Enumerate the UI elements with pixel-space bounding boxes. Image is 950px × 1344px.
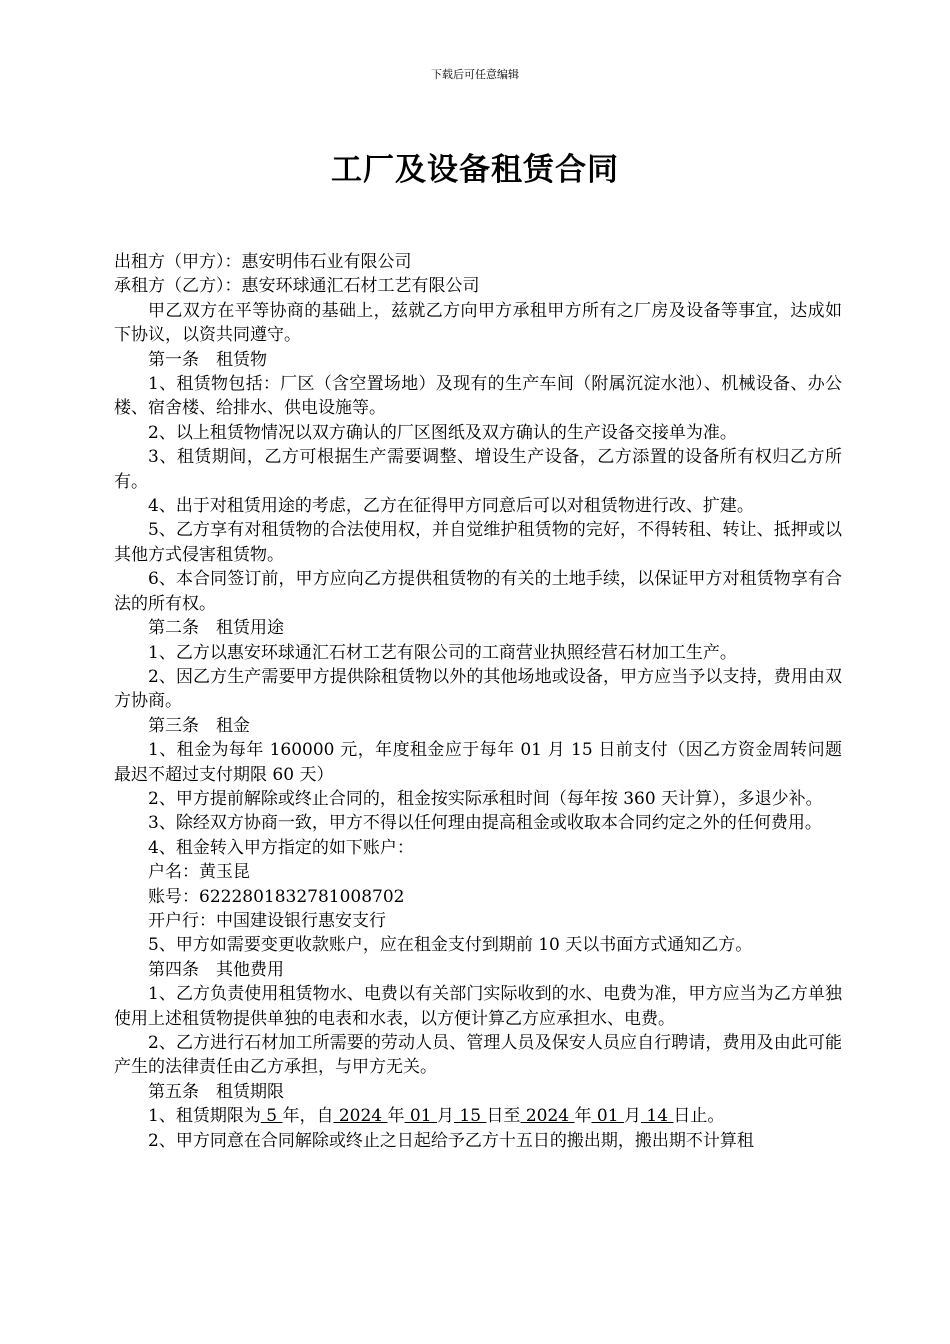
article-4-clause-2: 2、乙方进行石材加工所需要的劳动人员、管理人员及保安人员应自行聘请，费用及由此可能产生的法律责任由乙方承担，与甲方无关。 [114,1033,842,1078]
term-text-1: 1、租赁期限为 [148,1106,261,1127]
end-month: 01 [591,1106,624,1127]
article-5-heading: 第五条 租赁期限 [148,1081,284,1102]
document-title: 工厂及设备租赁合同 [331,152,619,188]
end-year: 2024 [520,1106,575,1127]
article-2-heading: 第二条 租赁用途 [148,618,284,639]
term-text-4: 月 [436,1106,454,1127]
term-text-8: 日止。 [673,1106,725,1127]
article-3-clause-5: 5、甲方如需要变更收款账户，应在租金支付到期前 10 天以书面方式通知乙方。 [148,935,753,956]
article-1-clause-2: 2、以上租赁物情况以双方确认的厂区图纸及双方确认的生产设备交接单为准。 [148,422,737,443]
end-day: 14 [640,1106,674,1127]
preamble: 甲乙双方在平等协商的基础上，兹就乙方向甲方承租甲方所有之厂房及设备等事宜，达成如下协议，以资共同遵守。 [114,300,842,346]
start-day: 15 [453,1106,487,1127]
term-text-2: 年，自 [282,1106,334,1127]
article-5-clause-2: 2、甲方同意在合同解除或终止之日起给予乙方十五日的搬出期，搬出期不计算租 [148,1130,754,1151]
article-3-heading: 第三条 租金 [148,715,250,736]
lessee-line: 承租方（乙方）：惠安环球通汇石材工艺有限公司 [114,276,480,297]
account-bank: 开户行：中国建设银行惠安支行 [148,910,386,931]
term-text-6: 年 [574,1106,592,1127]
article-4-heading: 第四条 其他费用 [148,959,284,980]
term-text-3: 年 [387,1106,405,1127]
article-1-clause-6: 6、本合同签订前，甲方应向乙方提供租赁物的有关的土地手续，以保证甲方对租赁物享有合法的所有权。 [114,569,842,614]
article-1-clause-4: 4、出于对租赁用途的考虑，乙方在征得甲方同意后可以对租赁物进行改、扩建。 [148,496,754,517]
lessor-line: 出租方（甲方）：惠安明伟石业有限公司 [114,252,412,272]
term-text-5: 日至 [486,1106,521,1127]
article-2-clause-1: 1、乙方以惠安环球通汇石材工艺有限公司的工商营业执照经营石材加工生产。 [148,642,737,663]
article-3-clause-3: 3、除经双方协商一致，甲方不得以任何理由提高租金或收取本合同约定之外的任何费用。 [148,813,822,834]
header-note: 下载后可任意编辑 [431,68,519,81]
article-3-clause-4: 4、租金转入甲方指定的如下账户： [148,837,414,858]
account-name: 户名：黄玉昆 [148,862,250,883]
article-1-clause-3: 3、租赁期间，乙方可根据生产需要调整、增设生产设备，乙方添置的设备所有权归乙方所有。 [114,447,842,492]
start-month: 01 [404,1106,437,1127]
article-2-clause-2: 2、因乙方生产需要甲方提供除租赁物以外的其他场地或设备，甲方应当予以支持，费用由双方协商。 [114,666,842,712]
contract-body [114,250,842,1153]
term-text-7: 月 [623,1106,641,1127]
article-3-clause-1: 1、租金为每年 160000 元，年度租金应于每年 01 月 15 日前支付（因乙方资金周转问题最迟不超过支付期限 60 天） [114,740,842,785]
article-1-clause-5: 5、乙方享有对租赁物的合法使用权，并自觉维护租赁物的完好，不得转租、转让、抵押或以其他方式侵害租赁物。 [114,520,842,565]
article-4-clause-1: 1、乙方负责使用租赁物水、电费以有关部门实际收到的水、电费为准，甲方应当为乙方单独使用上述租赁物提供单独的电表和水表，以方便计算乙方应承担水、电费。 [114,984,842,1029]
start-year: 2024 [333,1106,388,1127]
account-number: 账号：6222801832781008702 [148,886,405,907]
article-3-clause-2: 2、甲方提前解除或终止合同的，租金按实际承租时间（每年按 360 天计算），多退少补。 [148,788,823,809]
article-1-clause-1: 1、租赁物包括：厂区（含空置场地）及现有的生产车间（附属沉淀水池）、机械设备、办公楼、宿舍楼、给排水、供电设施等。 [114,374,842,419]
article-1-heading: 第一条 租赁物 [148,349,267,370]
article-5-clause-1 [114,1104,842,1128]
term-years: 5 [260,1106,283,1127]
